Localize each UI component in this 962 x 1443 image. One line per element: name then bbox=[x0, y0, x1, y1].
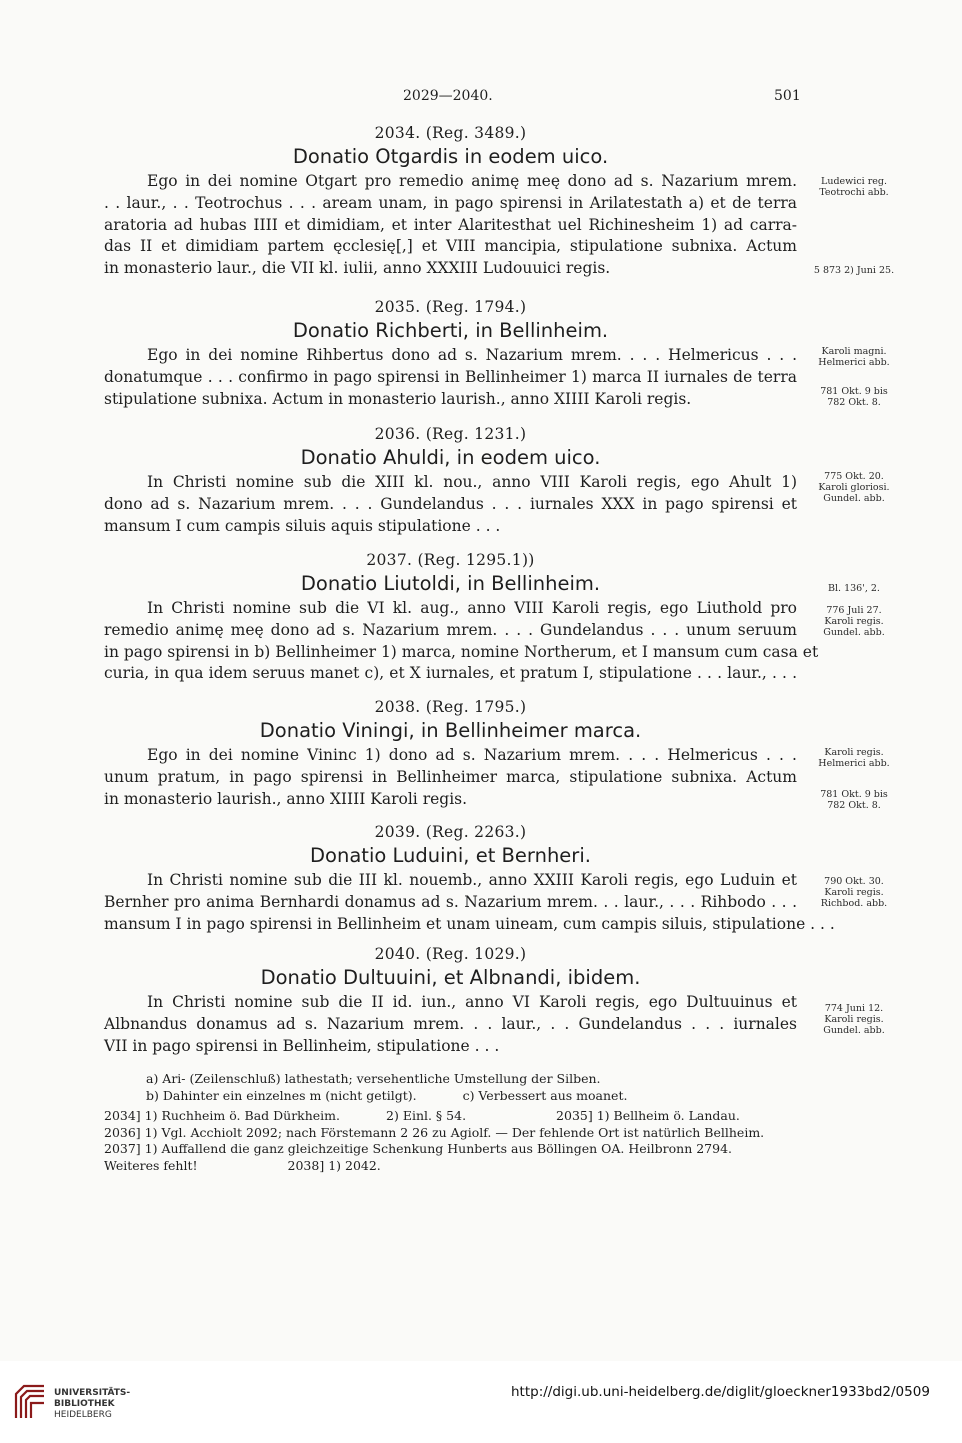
margin-line: 781 Okt. 9 bis bbox=[820, 789, 888, 800]
footnote-a: a) Ari- (Zeilenschluß) lathestath; versehentliche Umstellung der Silben. bbox=[146, 1071, 601, 1086]
margin-line: Gundel. abb. bbox=[823, 627, 885, 638]
margin-line: 775 Okt. 20. bbox=[824, 471, 884, 482]
digitization-footer bbox=[0, 1361, 962, 1443]
margin-note bbox=[800, 876, 908, 909]
charter-entry-2036 bbox=[104, 424, 797, 537]
margin-line: Karoli regis. bbox=[824, 747, 884, 758]
charter-text bbox=[104, 345, 797, 410]
page-number: 501 bbox=[774, 88, 801, 104]
margin-note bbox=[800, 605, 908, 638]
text-line: Albnandus donamus ad s. Nazarium mrem. . . laur., . . Gundelandus . . . iurnales bbox=[104, 1014, 797, 1033]
source-url-link[interactable]: http://digi.ub.uni-heidelberg.de/diglit/gloeckner1933bd2/0509 bbox=[511, 1384, 930, 1400]
text-line: donatumque . . . confirmo in pago spirensi in Bellinheimer 1) marca II iurnales de terra bbox=[104, 367, 797, 386]
running-header bbox=[0, 88, 962, 106]
text-line: Bernher pro anima Bernhardi donamus ad s. Nazarium mrem. . . laur., . . . Rihbodo . . . bbox=[104, 892, 797, 911]
text-line: Ego in dei nomine Otgart pro remedio animę meę dono ad s. Nazarium mrem. bbox=[147, 172, 797, 190]
text-line: in pago spirensi in b) Bellinheimer 1) marca, nomine Northerum, et I mansum cum casa et bbox=[104, 642, 819, 661]
text-line: In Christi nomine sub die III kl. nouemb., anno XXIII Karoli regis, ego Luduin et bbox=[147, 871, 797, 889]
ref-2034: 2034] 1) Ruchheim ö. Bad Dürkheim. bbox=[104, 1108, 341, 1123]
text-line: VII in pago spirensi in Bellinheim, stipulatione . . . bbox=[104, 1036, 500, 1055]
charter-entry-2039 bbox=[104, 822, 835, 935]
margin-line: Helmerici abb. bbox=[818, 758, 890, 769]
charter-title: Donatio Liutoldi, in Bellinheim. bbox=[300, 572, 601, 595]
library-line: UNIVERSITÄTS- bbox=[54, 1388, 131, 1398]
charter-text bbox=[104, 870, 835, 935]
text-line: In Christi nomine sub die XIII kl. nou., anno VIII Karoli regis, ego Ahult 1) bbox=[147, 473, 797, 491]
margin-line: Gundel. abb. bbox=[823, 493, 885, 504]
footnote-c: c) Verbessert aus moanet. bbox=[462, 1087, 628, 1103]
ref-2036: 2036] 1) Vgl. Acchiolt 2092; nach Förstemann 2 26 zu Agiolf. — Der fehlende Ort ist natürlich Bellheim. bbox=[104, 1124, 765, 1140]
library-line: HEIDELBERG bbox=[54, 1410, 112, 1420]
charter-title: Donatio Otgardis in eodem uico. bbox=[292, 145, 609, 168]
ref-2038: 2038] 1) 2042. bbox=[287, 1157, 381, 1173]
charter-text bbox=[104, 171, 797, 280]
footnote-row bbox=[104, 1088, 797, 1105]
charter-entry-2034 bbox=[104, 123, 797, 280]
register-number: 2037. (Reg. 1295.1)) bbox=[366, 551, 535, 569]
charter-title: Donatio Dultuuini, et Albnandi, ibidem. bbox=[260, 966, 641, 989]
library-logo-icon bbox=[12, 1384, 48, 1420]
text-line: mansum I in pago spirensi in Bellinheim et unam uineam, cum campis siluis, stipulatione . . . bbox=[104, 914, 835, 933]
text-line: in monasterio laur., die VII kl. iulii, anno XXXIII Ludouuici regis. bbox=[104, 259, 611, 278]
text-line: Ego in dei nomine Vininc 1) dono ad s. Nazarium mrem. . . . Helmericus . . . bbox=[147, 746, 797, 764]
margin-line: 776 Juli 27. bbox=[826, 605, 882, 616]
text-line: curia, in qua idem seruus manet c), et X iurnales, et pratum I, stipulatione . . . laur., . . . bbox=[104, 664, 797, 683]
text-line: In Christi nomine sub die II id. iun., anno VI Karoli regis, ego Dultuuinus et bbox=[147, 993, 797, 1011]
margin-line: Karoli regis. bbox=[824, 616, 884, 627]
charter-title: Donatio Richberti, in Bellinheim. bbox=[292, 319, 609, 342]
charter-entry-2038 bbox=[104, 697, 797, 810]
text-line: stipulatione subnixa. Actum in monasterio laurish., anno XIIII Karoli regis. bbox=[104, 389, 692, 408]
charter-title: Donatio Luduini, et Bernheri. bbox=[310, 844, 591, 867]
margin-date bbox=[800, 265, 908, 276]
text-line: . . laur., . . Teotrochus . . . aream unam, in pago spirensi in Arilatestath a) et de terra bbox=[104, 193, 797, 212]
text-line: aratoria ad hubas IIII et dimidiam, et inter Alaritesthat uel Richinesheim 1) ad carra- bbox=[104, 215, 797, 234]
ref-2037: 2037] 1) Auffallend die ganz gleichzeitige Schenkung Hunberts aus Böllingen OA. Heilbronn 2794. bbox=[104, 1141, 732, 1156]
register-number: 2040. (Reg. 1029.) bbox=[374, 945, 527, 963]
margin-line: 782 Okt. 8. bbox=[827, 397, 881, 408]
footnote-b: b) Dahinter ein einzelnes m (nicht getilgt). bbox=[146, 1087, 417, 1103]
margin-line: 5 873 2) Juni 25. bbox=[813, 265, 895, 276]
margin-note bbox=[800, 346, 908, 368]
library-line: BIBLIOTHEK bbox=[54, 1399, 115, 1409]
register-number: 2035. (Reg. 1794.) bbox=[374, 298, 527, 316]
footnotes bbox=[104, 1071, 797, 1174]
charter-title: Donatio Ahuldi, in eodem uico. bbox=[300, 446, 601, 469]
margin-note bbox=[800, 176, 908, 198]
margin-date bbox=[800, 386, 908, 408]
margin-line: 781 Okt. 9 bis bbox=[820, 386, 888, 397]
margin-line: Bl. 136', 2. bbox=[828, 583, 880, 594]
margin-line: Karoli gloriosi. bbox=[818, 482, 890, 493]
margin-line: Ludewici reg. bbox=[821, 176, 887, 187]
margin-note bbox=[800, 471, 908, 504]
header-range: 2029—2040. bbox=[403, 88, 493, 104]
margin-line: 782 Okt. 8. bbox=[827, 800, 881, 811]
text-line: In Christi nomine sub die VI kl. aug., anno VIII Karoli regis, ego Liuthold pro bbox=[147, 599, 797, 617]
register-number: 2034. (Reg. 3489.) bbox=[374, 124, 527, 142]
margin-line: 774 Juni 12. bbox=[824, 1003, 884, 1014]
charter-entry-2037 bbox=[104, 550, 819, 685]
charter-text bbox=[104, 745, 797, 810]
margin-line: Richbod. abb. bbox=[820, 898, 888, 909]
ref-2034-2: 2) Einl. § 54. bbox=[386, 1108, 467, 1123]
margin-line: Karoli magni. bbox=[821, 346, 887, 357]
text-line: unum pratum, in pago spirensi in Bellinheimer marca, stipulatione subnixa. Actum bbox=[104, 767, 797, 786]
margin-line: Karoli regis. bbox=[824, 1014, 884, 1025]
text-line: das II et dimidiam partem ęcclesię[,] et VIII mancipia, stipulatione subnixa. Actum bbox=[104, 237, 797, 256]
register-number: 2038. (Reg. 1795.) bbox=[374, 698, 527, 716]
margin-line: Gundel. abb. bbox=[823, 1025, 885, 1036]
margin-line: 790 Okt. 30. bbox=[824, 876, 884, 887]
margin-note bbox=[800, 583, 908, 594]
margin-line: Helmerici abb. bbox=[818, 357, 890, 368]
text-line: dono ad s. Nazarium mrem. . . . Gundelandus . . . iurnales XXX in pago spirensi et bbox=[104, 494, 797, 513]
footnote-row bbox=[104, 1108, 797, 1125]
charter-entry-2040 bbox=[104, 944, 797, 1057]
margin-date bbox=[800, 789, 908, 811]
text-line: mansum I cum campis siluis aquis stipulatione . . . bbox=[104, 516, 501, 535]
footnote-row bbox=[104, 1158, 797, 1175]
text-line: remedio animę meę dono ad s. Nazarium mrem. . . . Gundelandus . . . unum seruum bbox=[104, 620, 797, 639]
margin-note bbox=[800, 1003, 908, 1036]
ref-2037-2: Weiteres fehlt! bbox=[104, 1157, 198, 1173]
margin-line: Teotrochi abb. bbox=[819, 187, 889, 198]
charter-text bbox=[104, 598, 819, 685]
margin-line: Karoli regis. bbox=[824, 887, 884, 898]
charter-text bbox=[104, 992, 797, 1057]
margin-note bbox=[800, 747, 908, 769]
charter-text bbox=[104, 472, 797, 537]
library-name bbox=[54, 1388, 130, 1421]
register-number: 2039. (Reg. 2263.) bbox=[374, 823, 527, 841]
charter-title: Donatio Viningi, in Bellinheimer marca. bbox=[259, 719, 642, 742]
charter-entry-2035 bbox=[104, 297, 797, 410]
ref-2035: 2035] 1) Bellheim ö. Landau. bbox=[556, 1108, 740, 1123]
register-number: 2036. (Reg. 1231.) bbox=[374, 425, 527, 443]
text-line: Ego in dei nomine Rihbertus dono ad s. Nazarium mrem. . . . Helmericus . . . bbox=[147, 346, 797, 364]
text-line: in monasterio laurish., anno XIIII Karoli regis. bbox=[104, 789, 468, 808]
